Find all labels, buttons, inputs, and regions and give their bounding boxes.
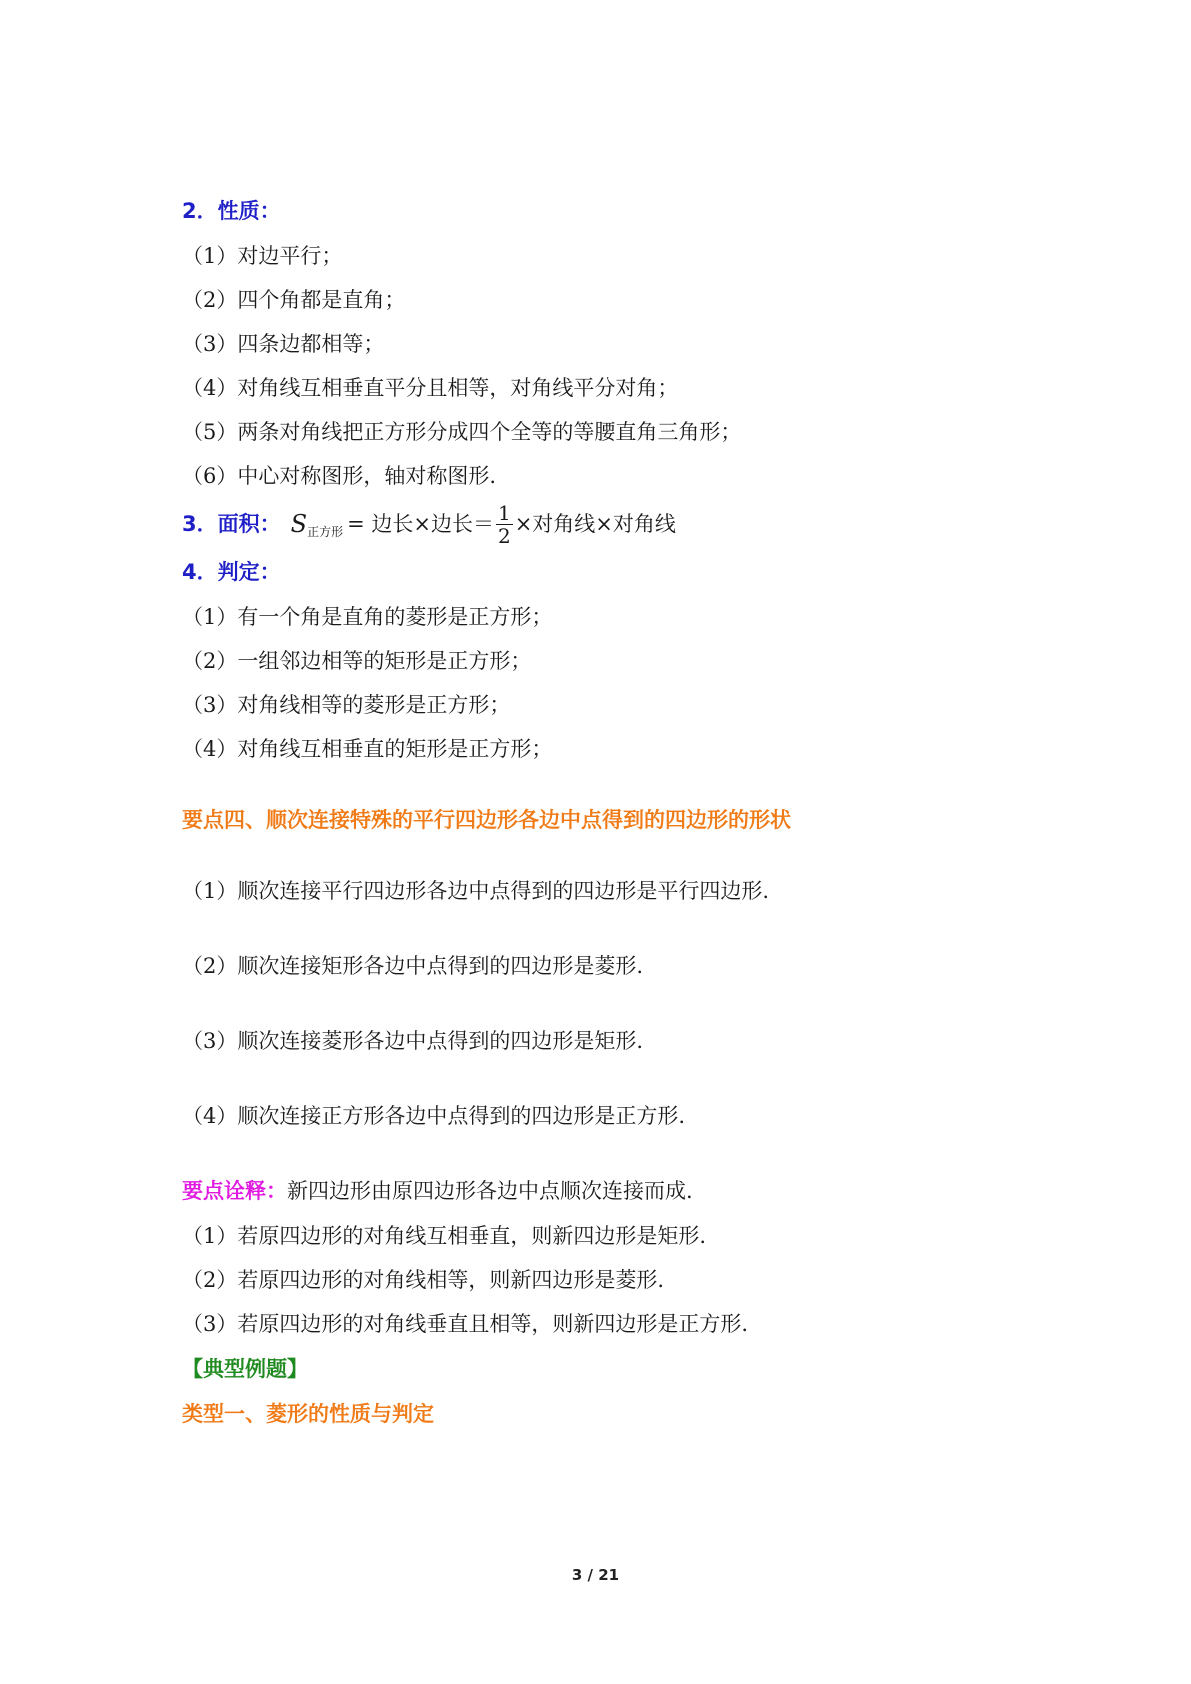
keypoint4-item: （3）顺次连接菱形各边中点得到的四边形是矩形.: [182, 1029, 644, 1053]
explanation-text: 新四边形由原四边形各边中点顺次连接而成.: [287, 1179, 693, 1203]
keypoint4-heading: 要点四、顺次连接特殊的平行四边形各边中点得到的四边形的形状: [182, 808, 791, 832]
explanation-item: （2）若原四边形的对角线相等，则新四边形是菱形.: [182, 1268, 665, 1292]
property-item: （3）四条边都相等；: [182, 332, 385, 356]
section-heading-properties: 2．性质：: [182, 199, 281, 223]
fraction-denominator: 2: [497, 523, 511, 548]
keypoint4-item: （4）顺次连接正方形各边中点得到的四边形是正方形.: [182, 1104, 686, 1128]
keypoint4-item: （2）顺次连接矩形各边中点得到的四边形是菱形.: [182, 954, 644, 978]
explanation-label: 要点诠释：: [182, 1179, 287, 1203]
page-number: 3 / 21: [571, 1566, 620, 1584]
keypoint4-item: （1）顺次连接平行四边形各边中点得到的四边形是平行四边形.: [182, 879, 770, 903]
property-item: （6）中心对称图形，轴对称图形.: [182, 464, 497, 488]
property-item: （1）对边平行；: [182, 244, 343, 268]
criteria-item: （3）对角线相等的菱形是正方形；: [182, 693, 511, 717]
formula-subscript: 正方形: [307, 525, 344, 539]
fraction-numerator: 1: [497, 500, 511, 525]
explanation-item: （3）若原四边形的对角线垂直且相等，则新四边形是正方形.: [182, 1312, 749, 1336]
area-formula-line: [182, 500, 676, 548]
formula-variable: S: [290, 510, 308, 538]
explanation-item: （1）若原四边形的对角线互相垂直，则新四边形是矩形.: [182, 1224, 707, 1248]
section-heading-criteria: 4．判定：: [182, 560, 281, 584]
explanation-line: [182, 1176, 693, 1207]
examples-heading: 【典型例题】: [182, 1357, 308, 1381]
property-item: （4）对角线互相垂直平分且相等，对角线平分对角；: [182, 376, 679, 400]
formula-part1: = 边长×边长＝: [347, 512, 494, 536]
criteria-item: （4）对角线互相垂直的矩形是正方形；: [182, 737, 553, 761]
property-item: （5）两条对角线把正方形分成四个全等的等腰直角三角形；: [182, 420, 742, 444]
type1-heading: 类型一、菱形的性质与判定: [182, 1402, 434, 1426]
fraction: [496, 502, 513, 547]
criteria-item: （1）有一个角是直角的菱形是正方形；: [182, 605, 553, 629]
criteria-item: （2）一组邻边相等的矩形是正方形；: [182, 649, 532, 673]
area-formula: [281, 502, 676, 547]
section-heading-area: 3．面积：: [182, 512, 281, 536]
formula-part2: ×对角线×对角线: [514, 512, 676, 536]
property-item: （2）四个角都是直角；: [182, 288, 406, 312]
